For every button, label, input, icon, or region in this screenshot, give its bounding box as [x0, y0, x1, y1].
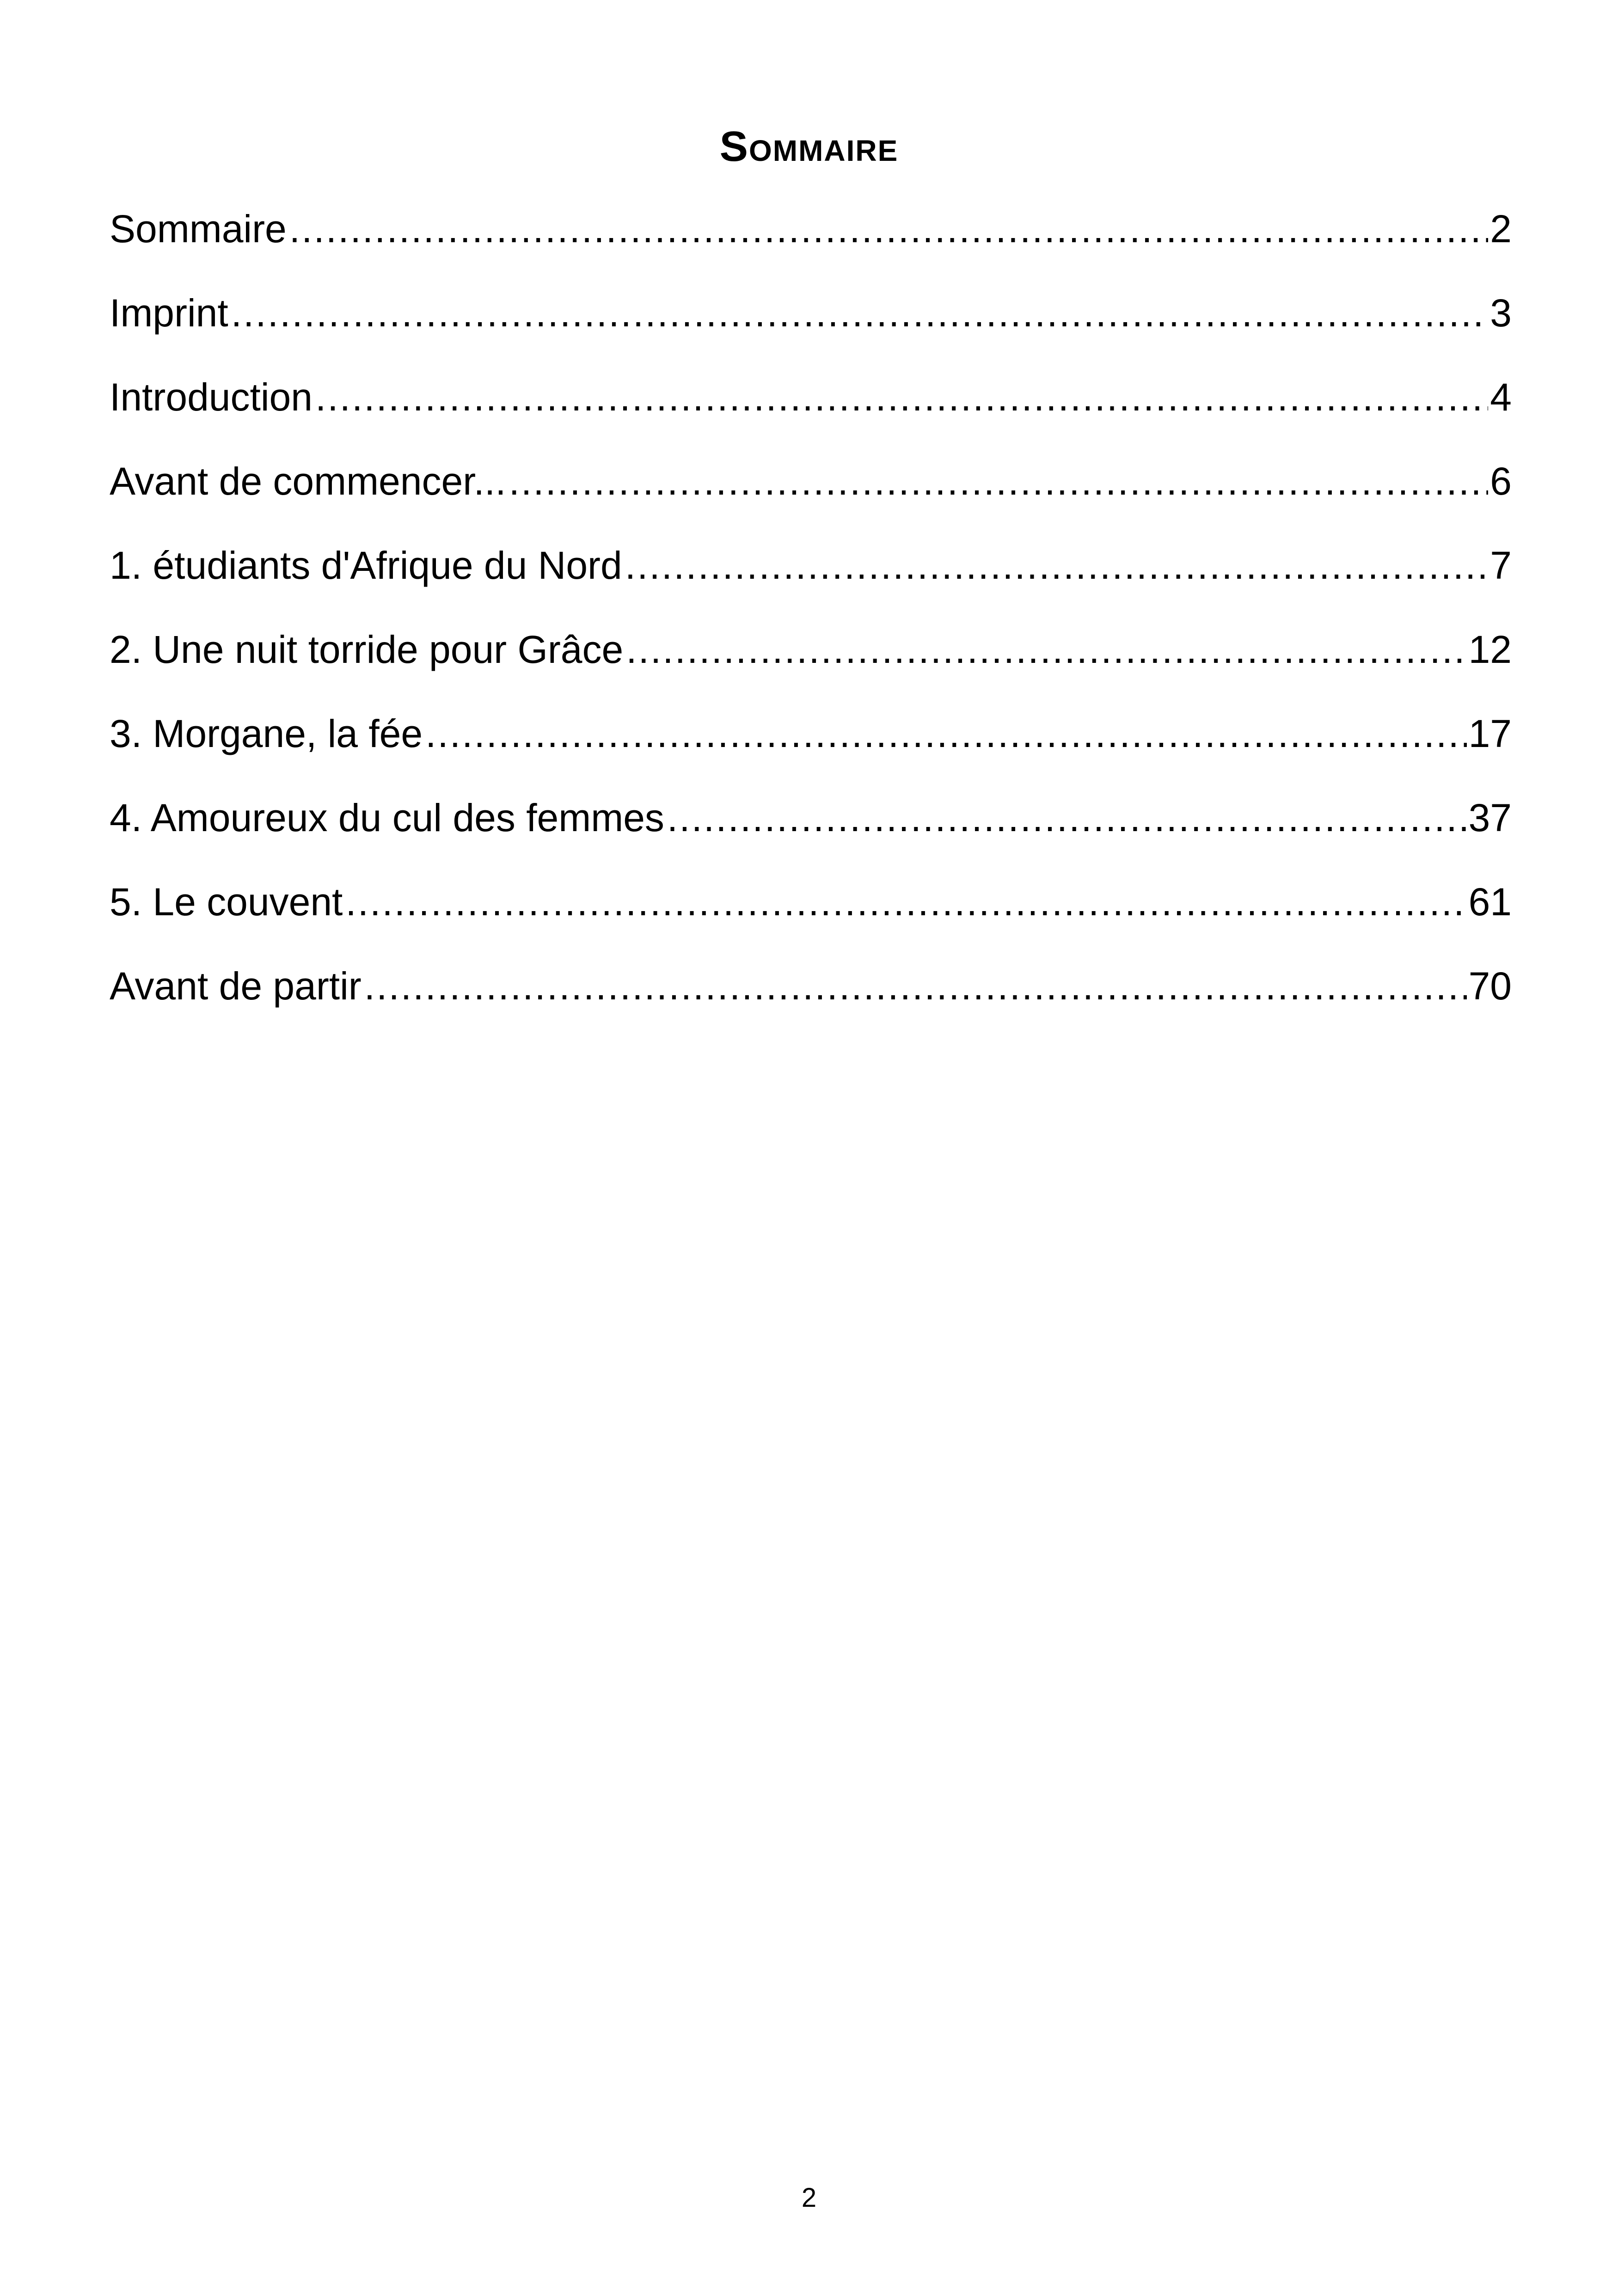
toc-dot-leader	[667, 788, 1467, 848]
toc-entry[interactable]	[110, 872, 1512, 956]
toc-dot-leader	[231, 283, 1489, 343]
toc-dot-leader	[289, 199, 1489, 259]
toc-entry[interactable]	[110, 283, 1512, 367]
toc-entry-page: 3	[1490, 291, 1512, 335]
toc-entry[interactable]	[110, 451, 1512, 535]
toc-entry-label: 2. Une nuit torride pour Grâce	[110, 628, 624, 671]
toc-entry-label: 1. étudiants d'Afrique du Nord	[110, 544, 622, 587]
toc-dot-leader	[425, 704, 1466, 764]
toc-entry-page: 7	[1490, 544, 1512, 587]
toc-entry-label: Avant de partir	[110, 964, 362, 1008]
toc-entry-label: Introduction	[110, 375, 313, 419]
toc-dot-leader	[626, 619, 1466, 680]
toc-dot-leader	[509, 451, 1489, 511]
toc-entry-page: 17	[1468, 712, 1512, 755]
toc-entry[interactable]	[110, 619, 1512, 704]
toc-entry-page: 6	[1490, 459, 1512, 503]
toc-entry-page: 12	[1468, 628, 1512, 671]
toc-entry-page: 70	[1468, 964, 1512, 1008]
toc-entry[interactable]	[110, 199, 1512, 283]
toc-dot-leader	[364, 956, 1467, 1016]
toc-entry-label: 3. Morgane, la fée	[110, 712, 423, 755]
toc-entry-page: 4	[1490, 375, 1512, 419]
table-of-contents	[110, 199, 1512, 1040]
toc-dot-leader	[625, 535, 1489, 595]
toc-entry-label: 5. Le couvent	[110, 880, 343, 924]
page-title: Sommaire	[719, 122, 899, 170]
toc-entry-page: 61	[1468, 880, 1512, 924]
toc-entry-label: Sommaire	[110, 207, 287, 251]
toc-entry-label: 4. Amoureux du cul des femmes	[110, 796, 664, 839]
toc-entry-label: Imprint	[110, 291, 228, 335]
toc-entry[interactable]	[110, 956, 1512, 1040]
toc-entry-label: Avant de commencer...	[110, 459, 506, 503]
page-number: 2	[801, 2183, 817, 2213]
toc-entry[interactable]	[110, 704, 1512, 788]
toc-entry-page: 37	[1468, 796, 1512, 839]
toc-entry[interactable]	[110, 788, 1512, 872]
toc-dot-leader	[345, 872, 1466, 932]
toc-entry-page: 2	[1490, 207, 1512, 251]
toc-dot-leader	[315, 367, 1488, 427]
toc-entry[interactable]	[110, 535, 1512, 619]
toc-entry[interactable]	[110, 367, 1512, 451]
